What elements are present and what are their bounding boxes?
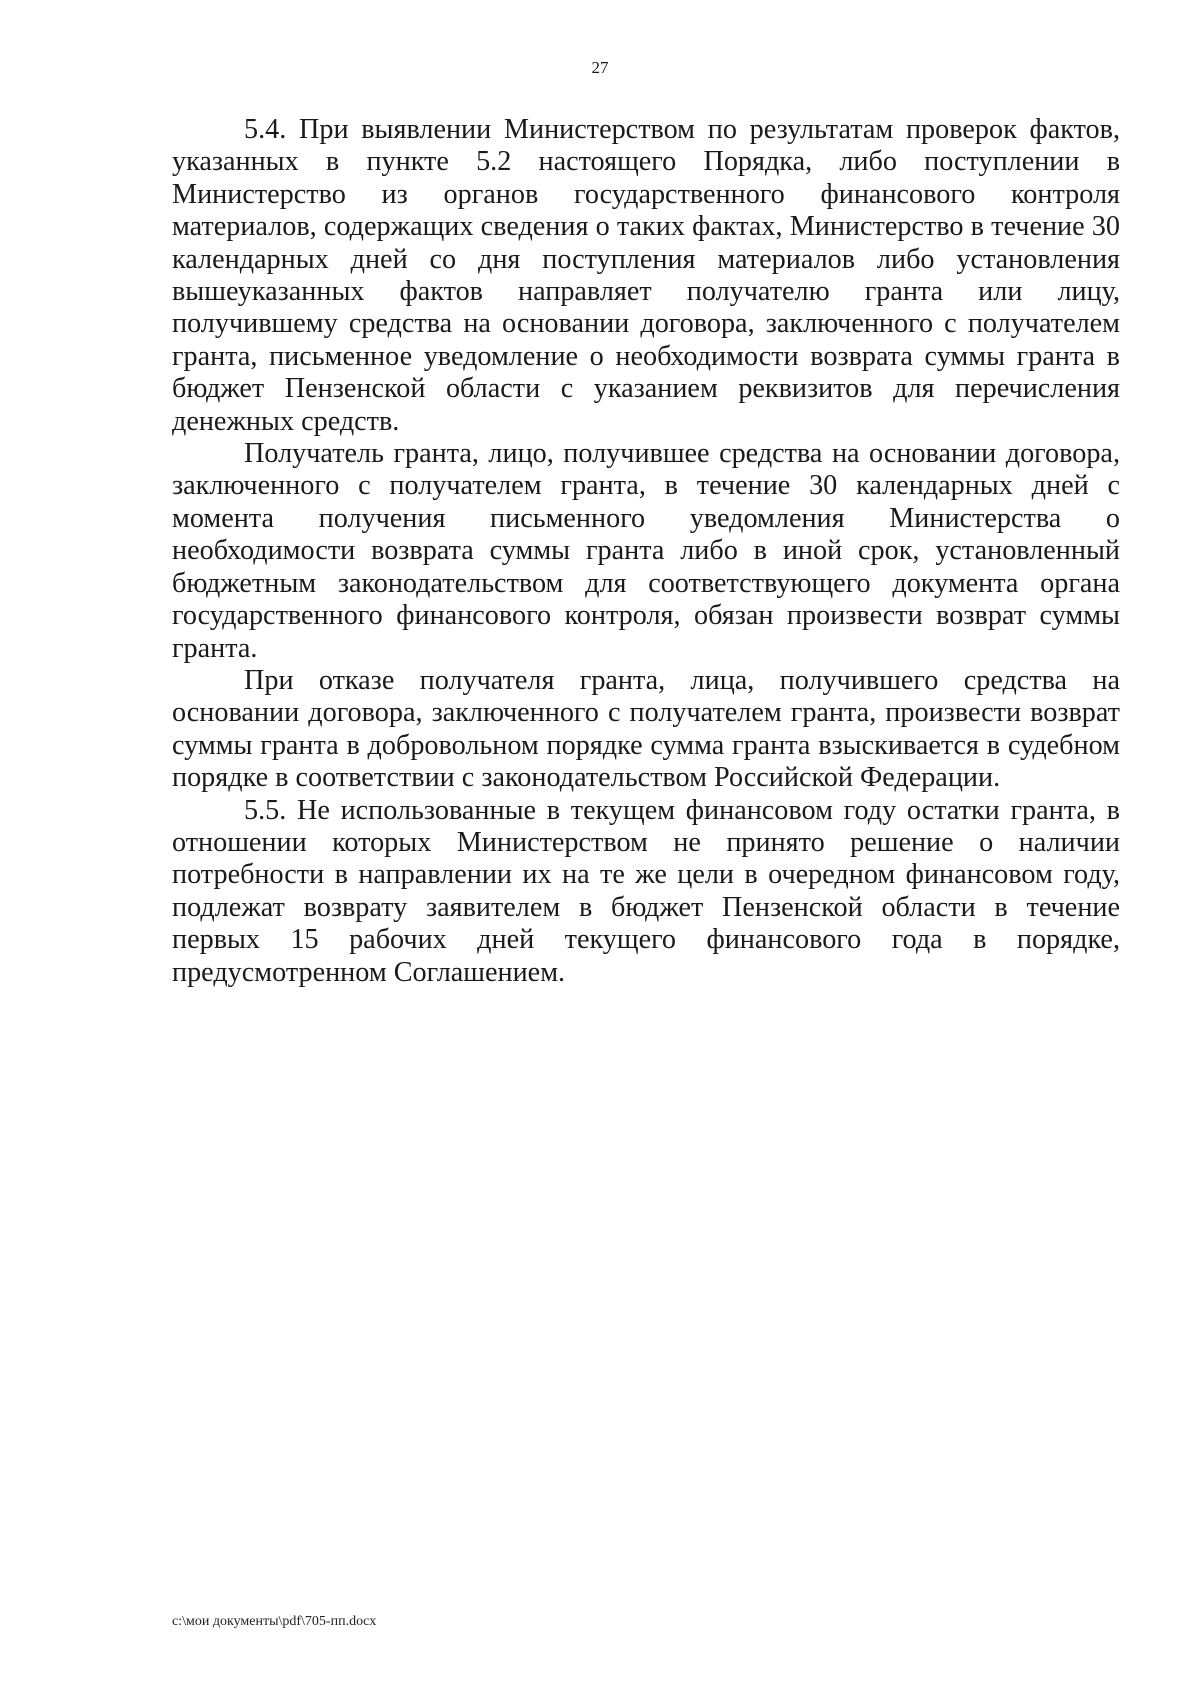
paragraph-recipient-obligation: Получатель гранта, лицо, получившее средства на основании договора, заключенного с получателем гранта, в течение 30 календарных дней с момента получения письменного уведомления Министерства о необходимости возврата суммы гранта либо в иной срок, установленный бюджетным законодательством для соответствующего документа органа государственного финансового контроля, обязан произвести возврат суммы гранта. (172, 438, 1120, 664)
footer-file-path: c:\мои документы\pdf\705-пп.docx (172, 1614, 377, 1629)
paragraph-5-5: 5.5. Не использованные в текущем финансовом году остатки гранта, в отношении которых Министерством не принято решение о наличии потребности в направлении их на те же цели в очередном финансовом году, подлежат возврату заявителем в бюджет Пензенской области в течение первых 15 рабочих дней текущего финансового года в порядке, предусмотренном Соглашением. (172, 794, 1120, 988)
paragraph-refusal-recovery: При отказе получателя гранта, лица, получившего средства на основании договора, заключенного с получателем гранта, произвести возврат суммы гранта в добровольном порядке сумма гранта взыскивается в судебном порядке в соответствии с законодательством Российской Федерации. (172, 664, 1120, 794)
page-number: 27 (591, 58, 609, 77)
paragraph-5-4: 5.4. При выявлении Министерством по результатам проверок фактов, указанных в пункте 5.2 настоящего Порядка, либо поступлении в Министерство из органов государственного финансового контроля материалов, содержащих сведения о таких фактах, Министерство в течение 30 календарных дней со дня поступления материалов либо установления вышеуказанных фактов направляет получателю гранта или лицу, получившему средства на основании договора, заключенного с получателем гранта, письменное уведомление о необходимости возврата суммы гранта в бюджет Пензенской области с указанием реквизитов для перечисления денежных средств. (172, 114, 1120, 437)
document-body (172, 114, 1120, 989)
